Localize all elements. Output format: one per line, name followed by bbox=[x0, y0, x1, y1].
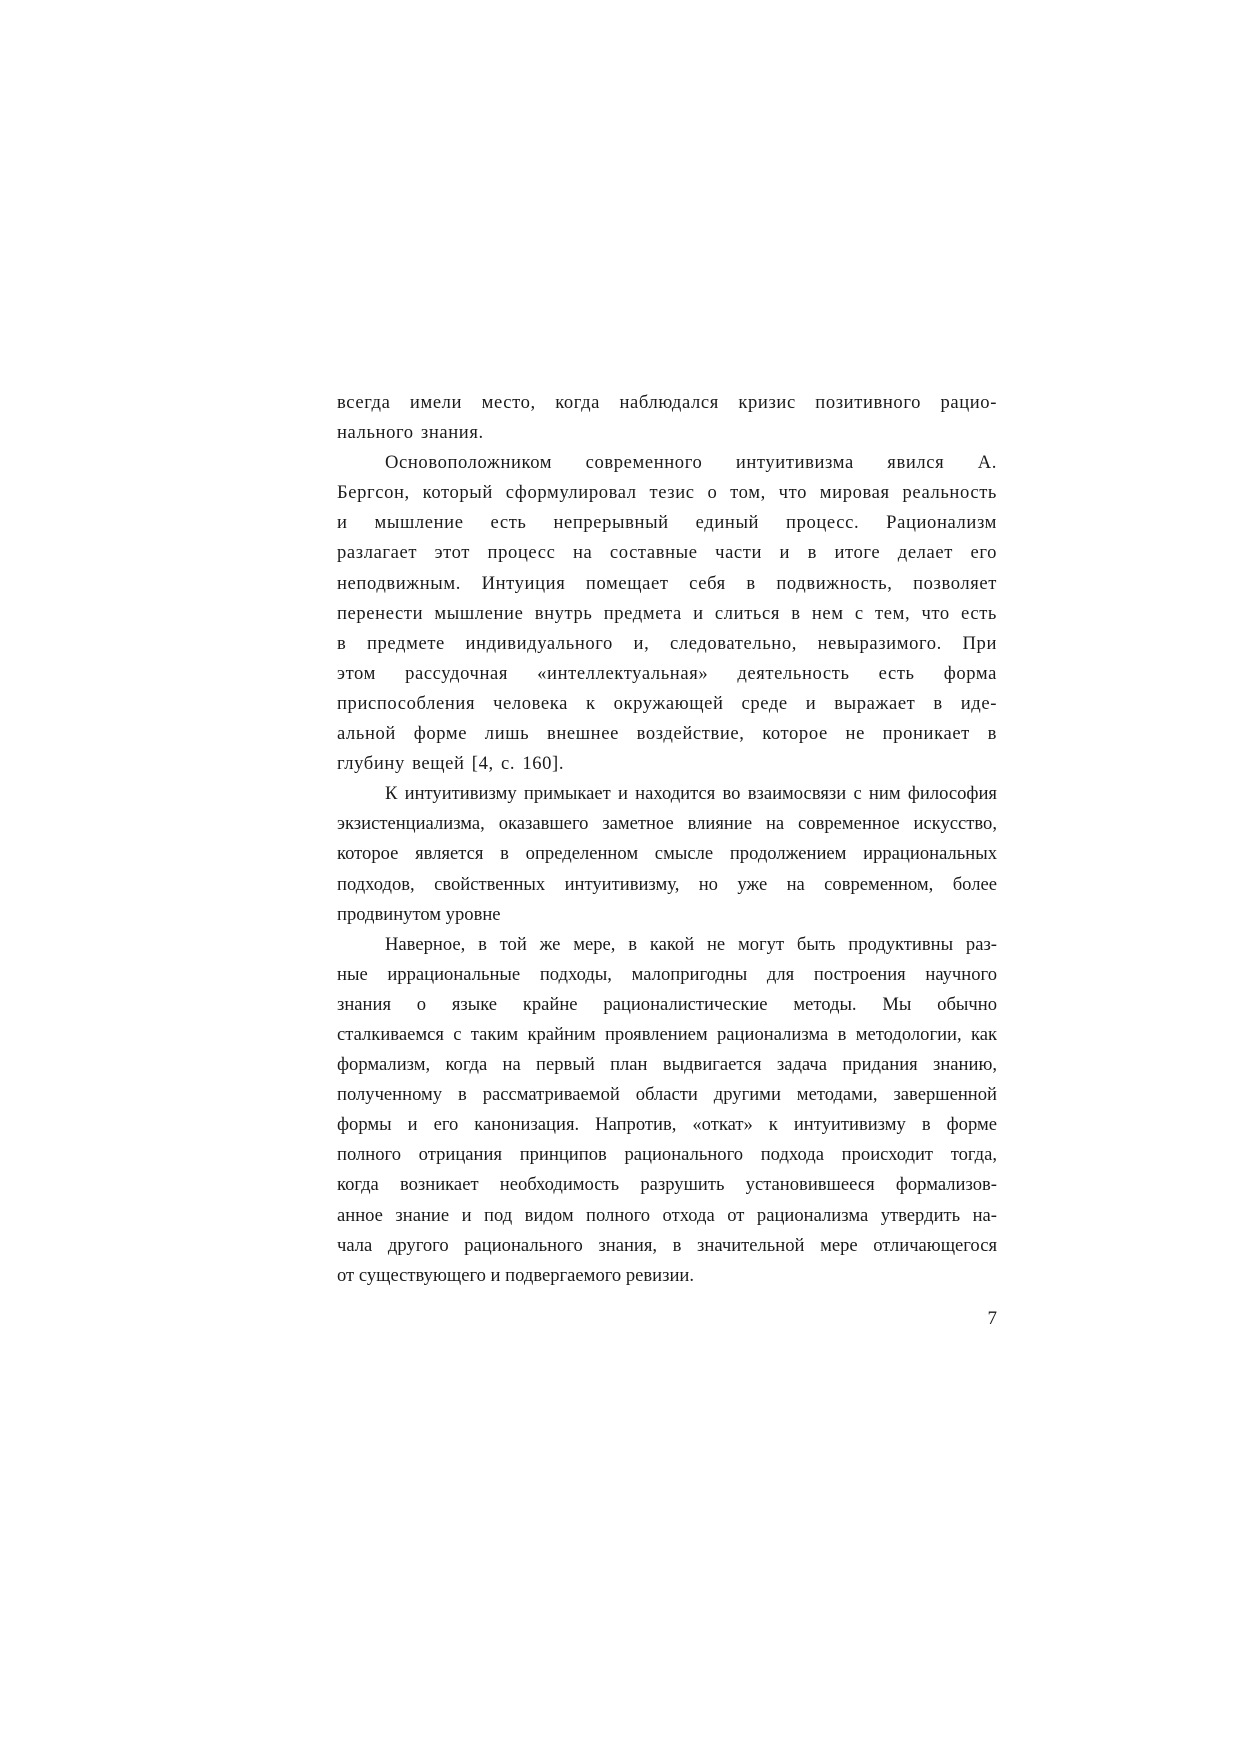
text-line: знания о языке крайне рационалистические методы. Мы обычно bbox=[337, 993, 997, 1015]
text-line: этом рассудочная «интеллектуальная» деятельность есть форма bbox=[337, 662, 997, 684]
text-line: альной форме лишь внешнее воздействие, которое не проникает в bbox=[337, 723, 997, 745]
text-line: в предмете индивидуального и, следовательно, невыразимого. При bbox=[337, 632, 997, 654]
text-line: глубину вещей [4, с. 160]. bbox=[337, 753, 565, 775]
text-line: ные иррациональные подходы, малопригодны для построения научного bbox=[337, 963, 997, 985]
text-line: полученному в рассматриваемой области другими методами, завершенной bbox=[337, 1084, 997, 1106]
text-line: экзистенциализма, оказавшего заметное влияние на современное искусство, bbox=[337, 813, 997, 835]
text-line: неподвижным. Интуиция помещает себя в подвижность, позволяет bbox=[337, 572, 997, 594]
text-line: формы и его канонизация. Напротив, «откат» к интуитивизму в форме bbox=[337, 1114, 997, 1136]
text-line: подходов, свойственных интуитивизму, но уже на современном, более bbox=[337, 873, 997, 895]
text-line: К интуитивизму примыкает и находится во взаимосвязи с ним философия bbox=[385, 783, 997, 805]
text-line: Основоположником современного интуитивизма явился А. bbox=[385, 452, 997, 474]
page-number: 7 bbox=[987, 1308, 997, 1329]
text-line: от существующего и подвергаемого ревизии. bbox=[337, 1264, 695, 1286]
body-text bbox=[337, 388, 997, 1291]
text-line: Бергсон, который сформулировал тезис о том, что мировая реальность bbox=[337, 482, 997, 504]
text-line: сталкиваемся с таким крайним проявлением рационализма в методологии, как bbox=[337, 1023, 997, 1045]
text-line: приспособления человека к окружающей среде и выражает в иде- bbox=[337, 692, 997, 714]
text-line: полного отрицания принципов рационального подхода происходит тогда, bbox=[337, 1144, 997, 1166]
text-line: нального знания. bbox=[337, 422, 484, 444]
text-line: чала другого рационального знания, в значительной мере отличающегося bbox=[337, 1234, 997, 1256]
text-line: которое является в определенном смысле продолжением иррациональных bbox=[337, 843, 997, 865]
text-line: перенести мышление внутрь предмета и слиться в нем с тем, что есть bbox=[337, 602, 997, 624]
text-line: всегда имели место, когда наблюдался кризис позитивного рацио- bbox=[337, 392, 997, 413]
text-line: продвинутом уровне bbox=[337, 903, 501, 925]
text-line: и мышление есть непрерывный единый процесс. Рационализм bbox=[337, 512, 997, 534]
text-line: Наверное, в той же мере, в какой не могут быть продуктивны раз- bbox=[385, 933, 997, 955]
text-line: разлагает этот процесс на составные части и в итоге делает его bbox=[337, 542, 997, 564]
text-line: формализм, когда на первый план выдвигается задача придания знанию, bbox=[337, 1054, 997, 1076]
text-line: когда возникает необходимость разрушить установившееся формализов- bbox=[337, 1174, 997, 1196]
text-line: анное знание и под видом полного отхода от рационализма утвердить на- bbox=[337, 1204, 997, 1226]
